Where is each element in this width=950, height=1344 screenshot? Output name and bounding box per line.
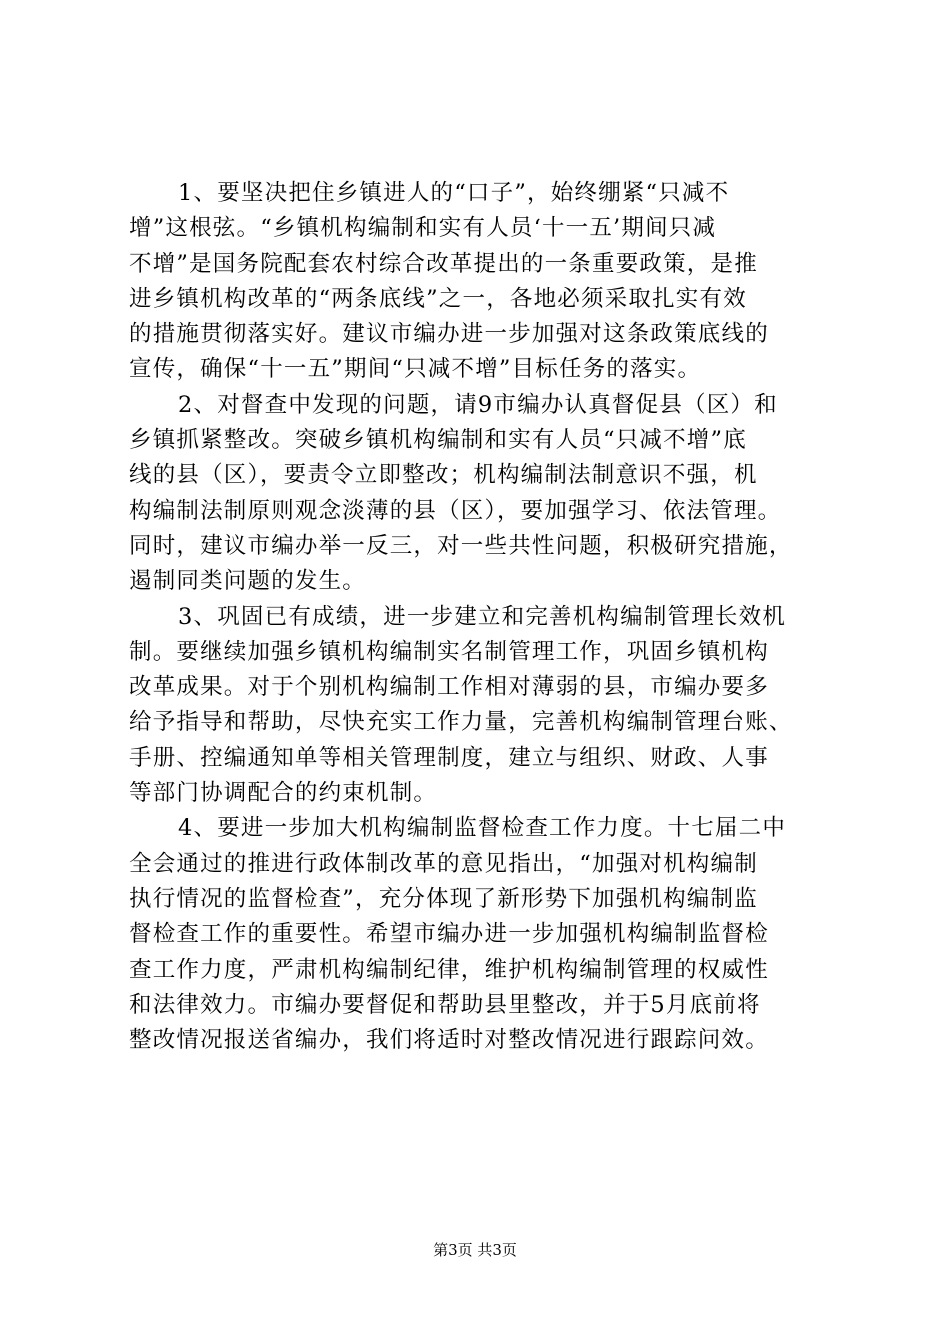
paragraph-4-line: 执行情况的监督检查”，充分体现了新形势下加强机构编制监 [129,885,758,912]
paragraph-3-line: 3、巩固已有成绩，进一步建立和完善机构编制管理长效机 [178,603,787,630]
paragraph-4-line: 查工作力度，严肃机构编制纪律，维护机构编制管理的权威性 [129,956,769,983]
paragraph-3-line: 手册、控编通知单等相关管理制度，建立与组织、财政、人事 [129,744,769,771]
paragraph-2-line: 构编制法制原则观念淡薄的县（区），要加强学习、依法管理。 [129,497,782,524]
paragraph-1-line: 进乡镇机构改革的“两条底线”之一，各地必须采取扎实有效 [129,285,747,312]
paragraph-1-line: 增”这根弦。“乡镇机构编制和实有人员‘十一五’期间只减 [129,215,717,242]
paragraph-1-line: 不增”是国务院配套农村综合改革提出的一条重要政策，是推 [129,250,758,277]
paragraph-1-line: 宣传，确保“十一五”期间“只减不增”目标任务的落实。 [129,356,702,383]
paragraph-4-line: 和法律效力。市编办要督促和帮助县里整改，并于5月底前将 [129,991,761,1018]
paragraph-1-line: 1、要坚决把住乡镇进人的“口子”，始终绷紧“只减不 [178,180,730,206]
paragraph-4-line: 督检查工作的重要性。希望市编办进一步加强机构编制监督检 [129,921,769,948]
paragraph-1-line: 的措施贯彻落实好。建议市编办进一步加强对这条政策底线的 [129,321,769,348]
paragraph-3-line: 改革成果。对于个别机构编制工作相对薄弱的县，市编办要多 [129,674,769,701]
paragraph-3-line: 制。要继续加强乡镇机构编制实名制管理工作，巩固乡镇机构 [129,638,769,665]
paragraph-2-line: 线的县（区），要责令立即整改；机构编制法制意识不强，机 [129,462,758,489]
paragraph-4-line: 整改情况报送省编办，我们将适时对整改情况进行跟踪问效。 [129,1027,769,1054]
document-body [129,176,829,1058]
paragraph-3-line: 给予指导和帮助，尽快充实工作力量，完善机构编制管理台账、 [129,709,793,736]
paragraph-3-line: 等部门协调配合的约束机制。 [129,780,438,807]
paragraph-2-line: 同时，建议市编办举一反三，对一些共性问题，积极研究措施， [129,532,793,559]
paragraph-2-line: 2、对督查中发现的问题，请9市编办认真督促县（区）和 [178,391,778,418]
paragraph-2-line: 乡镇抓紧整改。突破乡镇机构编制和实有人员“只减不增”底 [129,427,747,454]
paragraph-2-line: 遏制同类问题的发生。 [129,568,367,595]
page-number-footer: 第3页 共3页 [433,1241,517,1259]
paragraph-4-line: 4、要进一步加大机构编制监督检查工作力度。十七届二中 [178,815,787,842]
paragraph-4-line: 全会通过的推进行政体制改革的意见指出，“加强对机构编制 [129,850,758,877]
